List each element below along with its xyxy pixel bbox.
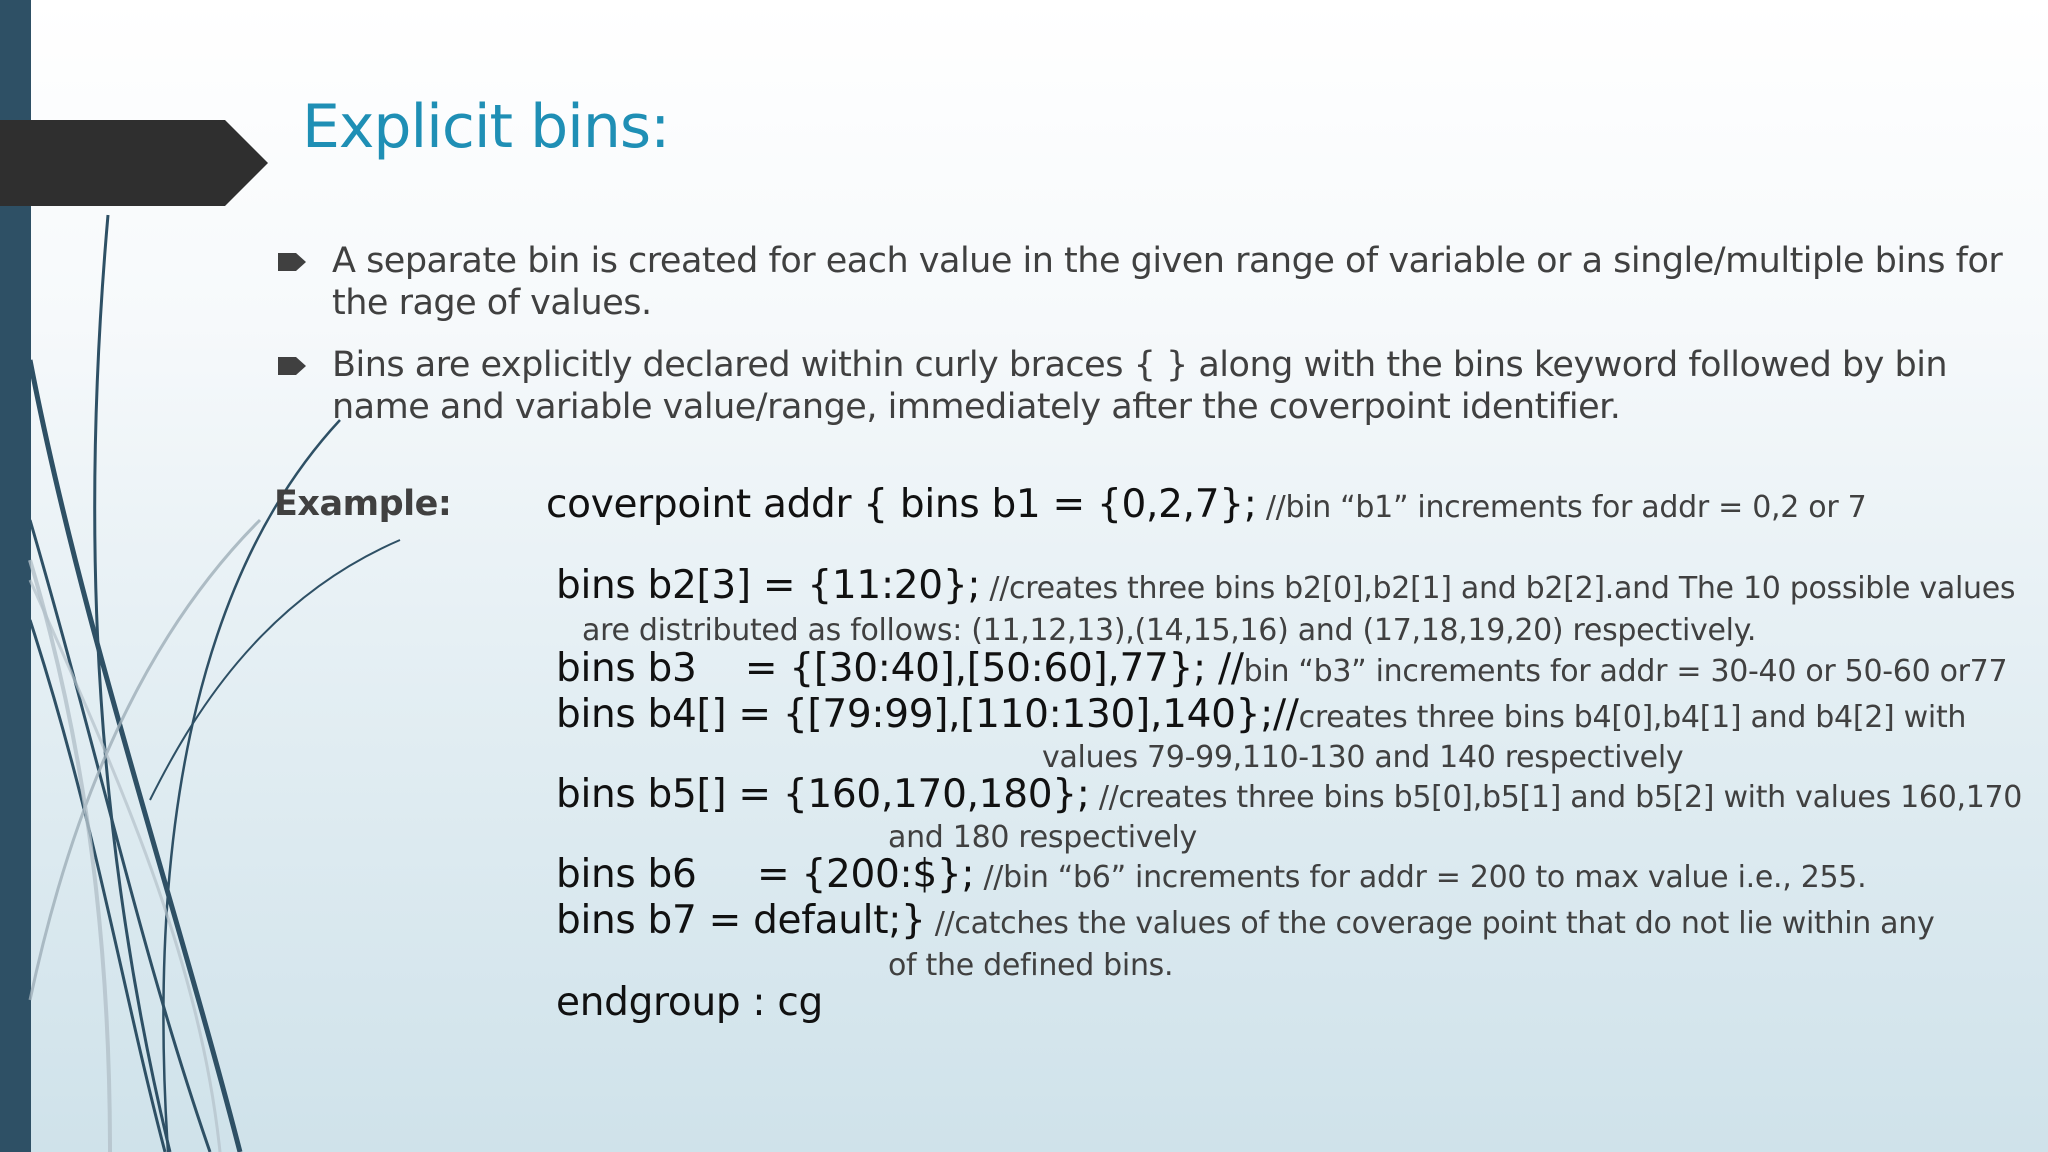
code-line-endgroup: [556, 980, 823, 1025]
bullet-text: A separate bin is created for each value in the given range of variable or a single/multiple bins for the rage of values.: [332, 241, 2003, 323]
code-comment: //bin “b6” increments for addr = 200 to max value i.e., 255.: [974, 860, 1867, 895]
code-comment: //creates three bins b2[0],b2[1] and b2[2].and The 10 possible values: [980, 571, 2016, 606]
code-line-b6: [556, 852, 1866, 897]
code-text: endgroup : cg: [556, 980, 823, 1025]
code-comment: bin “b3” increments for addr = 30-40 or 50-60 or77: [1243, 654, 2008, 689]
code-comment: creates three bins b4[0],b4[1] and b4[2] with: [1298, 700, 1967, 735]
slide-title: Explicit bins:: [302, 92, 670, 162]
code-line-b4: [556, 692, 1966, 737]
code-line-b7: [556, 898, 1934, 943]
code-comment: //bin “b1” increments for addr = 0,2 or 7: [1256, 490, 1867, 525]
code-text: bins b2[3] = {11:20};: [556, 563, 981, 608]
code-comment: //creates three bins b5[0],b5[1] and b5[2] with values 160,170: [1089, 780, 2023, 815]
code-text: bins b6 = {200:$};: [556, 852, 975, 897]
code-text: coverpoint addr { bins b1 = {0,2,7};: [546, 482, 1257, 527]
code-text: bins b4[] = {[79:99],[110:130],140};//: [556, 692, 1299, 737]
example-label: Example:: [274, 484, 452, 524]
code-line-coverpoint: [546, 482, 1866, 527]
code-text: bins b3 = {[30:40],[50:60],77}; //: [556, 646, 1244, 691]
code-comment-continuation: are distributed as follows: (11,12,13),(14,15,16) and (17,18,19,20) respectively.: [582, 613, 1757, 648]
code-line-b5: [556, 772, 2022, 817]
code-text: bins b5[] = {160,170,180};: [556, 772, 1090, 817]
arrow-bullet-icon: [276, 251, 308, 273]
arrow-bullet-icon: [276, 355, 308, 377]
code-comment-continuation: of the defined bins.: [888, 948, 1174, 983]
code-line-b3: [556, 646, 2007, 691]
bullet-item: [274, 344, 2019, 428]
code-comment-continuation: values 79-99,110-130 and 140 respectively: [1042, 740, 1684, 775]
code-comment-continuation: and 180 respectively: [888, 820, 1197, 855]
bullet-text: Bins are explicitly declared within curly braces { } along with the bins keyword followed by bin name and variable value/range, immediately after the coverpoint identifier.: [332, 345, 1948, 427]
title-tab-arrow: [0, 120, 268, 206]
code-line-b2: [556, 563, 2015, 608]
code-text: bins b7 = default;}: [556, 898, 926, 943]
code-comment: //catches the values of the coverage point that do not lie within any: [925, 906, 1935, 941]
bullet-item: [274, 240, 2019, 324]
bullet-list: [274, 240, 2019, 448]
